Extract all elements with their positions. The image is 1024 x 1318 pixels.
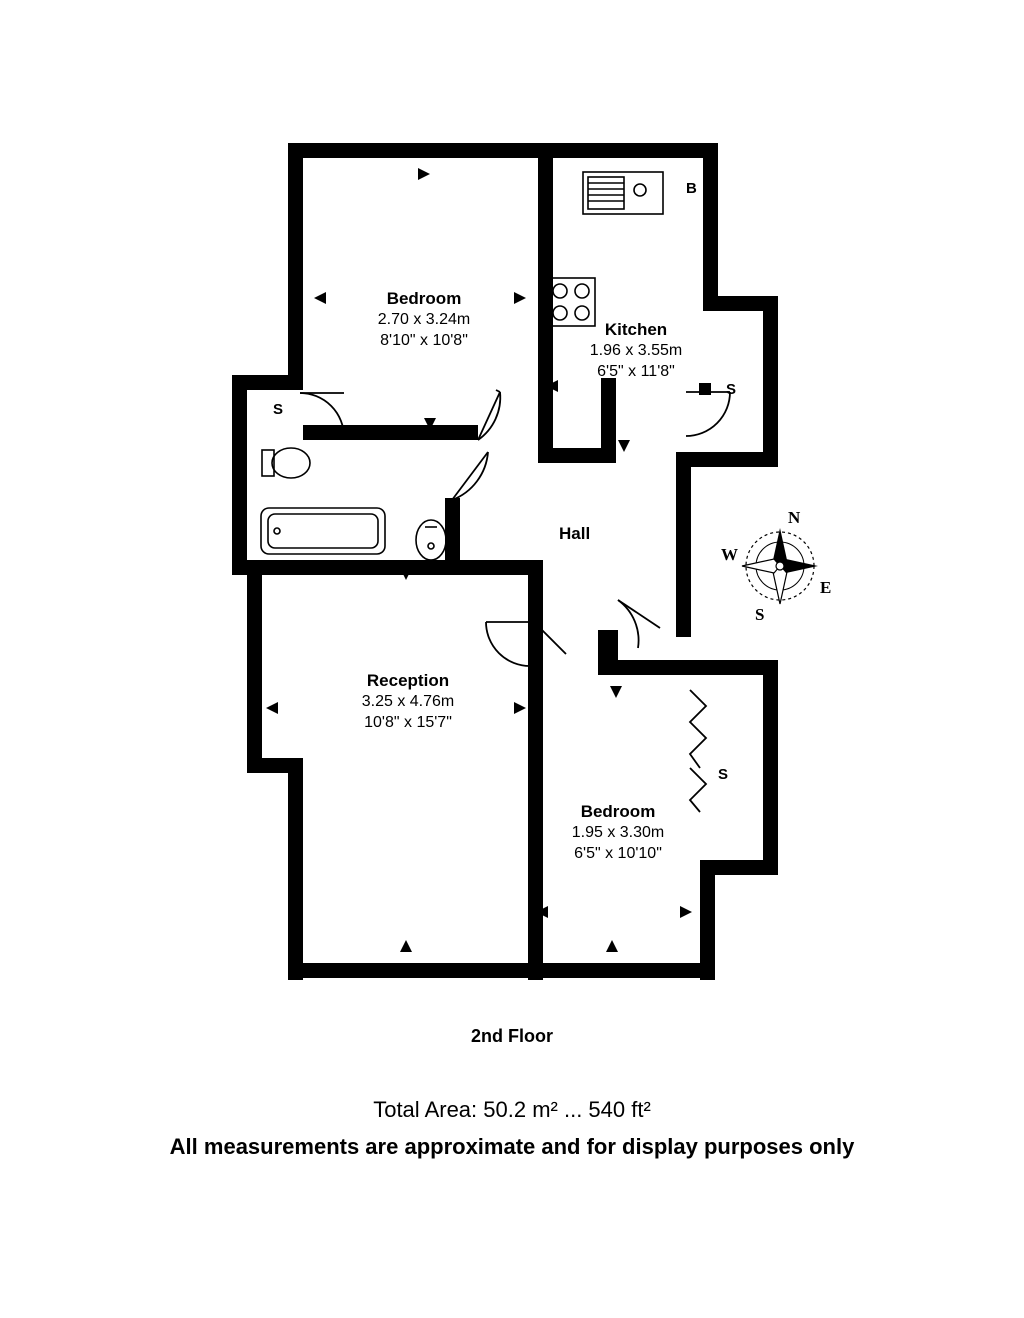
room-name: Bedroom (580, 802, 656, 821)
compass-label-south: S (755, 605, 765, 624)
room-label-bedroom-2 (502, 801, 734, 865)
room-dimension-imperial: 8'10" x 10'8" (380, 331, 468, 349)
marker-smoke-bathroom: S (273, 401, 284, 418)
marker-boiler: B (686, 180, 697, 197)
room-name: Bedroom (386, 289, 462, 308)
room-label-kitchen (551, 319, 721, 383)
kitchen-sink-icon (583, 172, 663, 214)
room-label-reception (292, 670, 524, 734)
room-dimension-imperial: 6'5" x 10'10" (574, 844, 662, 862)
room-label-hall: Hall (559, 524, 591, 543)
room-dimension-metric: 1.95 x 3.30m (571, 824, 665, 842)
toilet-icon (262, 448, 310, 478)
compass-label-north: N (788, 508, 801, 527)
disclaimer-text: All measurements are approximate and for display purposes only (169, 1134, 855, 1159)
basin-icon (416, 520, 446, 560)
marker-smoke-kitchen: S (726, 381, 737, 398)
floor-title: 2nd Floor (471, 1026, 553, 1046)
room-dimension-metric: 2.70 x 3.24m (377, 311, 471, 329)
compass-label-west: W (721, 545, 738, 564)
total-area-text: Total Area: 50.2 m² ... 540 ft² (373, 1097, 651, 1122)
marker-squares (699, 383, 711, 395)
room-dimension-metric: 3.25 x 4.76m (361, 693, 455, 711)
room-dimension-imperial: 6'5" x 11'8" (597, 362, 675, 380)
compass-label-east: E (820, 578, 832, 597)
compass-rose-icon (742, 528, 818, 604)
doors-group (300, 390, 730, 812)
room-label-bedroom-1 (308, 288, 540, 352)
room-dimension-metric: 1.96 x 3.55m (589, 342, 683, 360)
room-name: Reception (366, 671, 450, 690)
room-dimension-imperial: 10'8" x 15'7" (364, 713, 452, 731)
bathtub-icon (261, 508, 385, 554)
marker-smoke-bedroom-2: S (718, 766, 729, 783)
room-name: Kitchen (604, 320, 668, 339)
